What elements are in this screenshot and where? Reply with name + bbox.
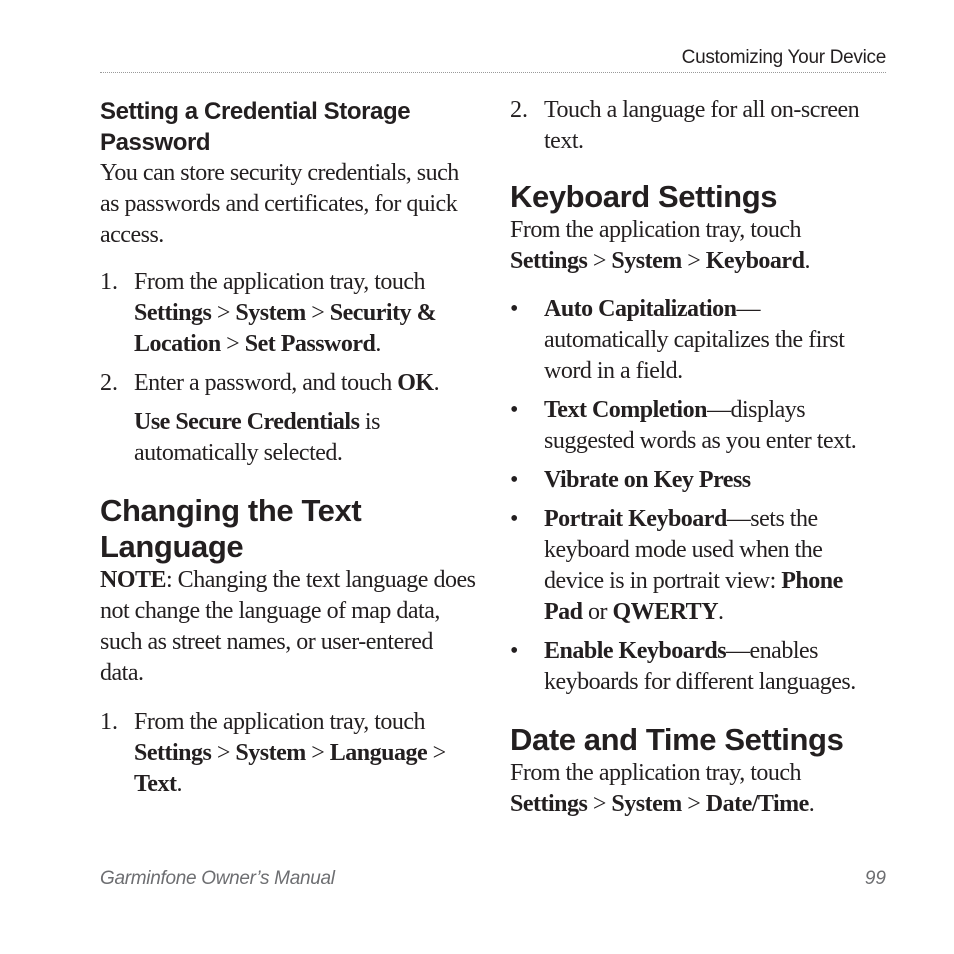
- header-divider: [100, 72, 886, 73]
- bullet: •: [510, 467, 519, 493]
- step-number: 2.: [510, 97, 528, 123]
- left-column: [100, 95, 480, 800]
- option-text: Vibrate on Key Press: [544, 467, 751, 493]
- bullet: •: [510, 506, 519, 532]
- datetime-heading: Date and Time Settings: [510, 722, 844, 757]
- step-text: Enter a password, and touch OK.: [134, 370, 440, 396]
- option-text: Auto Capitalization—automatically capitalizes the first word in a field.: [544, 296, 845, 384]
- credential-note: Use Secure Credentials is automatically selected.: [134, 409, 380, 466]
- keyboard-heading: Keyboard Settings: [510, 179, 778, 214]
- page-header-title: Customizing Your Device: [681, 47, 886, 68]
- language-heading: Changing the Text Language: [100, 493, 362, 564]
- bullet: •: [510, 638, 519, 664]
- bullet: •: [510, 296, 519, 322]
- step-text: Touch a language for all on-screen text.: [544, 97, 860, 154]
- right-column: [510, 95, 882, 820]
- footer-manual-title: Garminfone Owner’s Manual: [100, 868, 335, 889]
- option-text: Portrait Keyboard—sets the keyboard mode used when the device is in portrait view: Phone Pad or QWERTY.: [544, 506, 843, 625]
- credential-intro: You can store security credentials, such as passwords and certificates, for quick access.: [100, 160, 459, 248]
- keyboard-option-vibrate: [510, 465, 882, 496]
- keyboard-intro: From the application tray, touch Settings > System > Keyboard.: [510, 217, 810, 274]
- option-text: Enable Keyboards—enables keyboards for different languages.: [544, 638, 856, 695]
- step-text: From the application tray, touch Settings > System > Security & Location > Set Password.: [134, 269, 437, 357]
- credential-step-1: [100, 267, 480, 360]
- bullet: •: [510, 397, 519, 423]
- keyboard-option-auto-capitalization: [510, 294, 882, 387]
- language-step-1: [100, 707, 480, 800]
- keyboard-option-portrait: [510, 504, 882, 628]
- option-text: Text Completion—displays suggested words as you enter text.: [544, 397, 857, 454]
- credential-step-2: [100, 368, 480, 399]
- language-step-2: [510, 95, 882, 157]
- step-number: 1.: [100, 709, 118, 735]
- datetime-intro: From the application tray, touch Settings > System > Date/Time.: [510, 760, 815, 817]
- credential-heading: Setting a Credential Storage Password: [100, 98, 411, 156]
- step-number: 2.: [100, 370, 118, 396]
- language-note: NOTE: Changing the text language does not change the language of map data, such as street names, or user-entered data.: [100, 567, 476, 686]
- keyboard-option-enable-keyboards: [510, 636, 882, 698]
- step-number: 1.: [100, 269, 118, 295]
- keyboard-option-text-completion: [510, 395, 882, 457]
- step-text: From the application tray, touch Settings > System > Language > Text.: [134, 709, 446, 797]
- footer-page-number: 99: [864, 868, 886, 889]
